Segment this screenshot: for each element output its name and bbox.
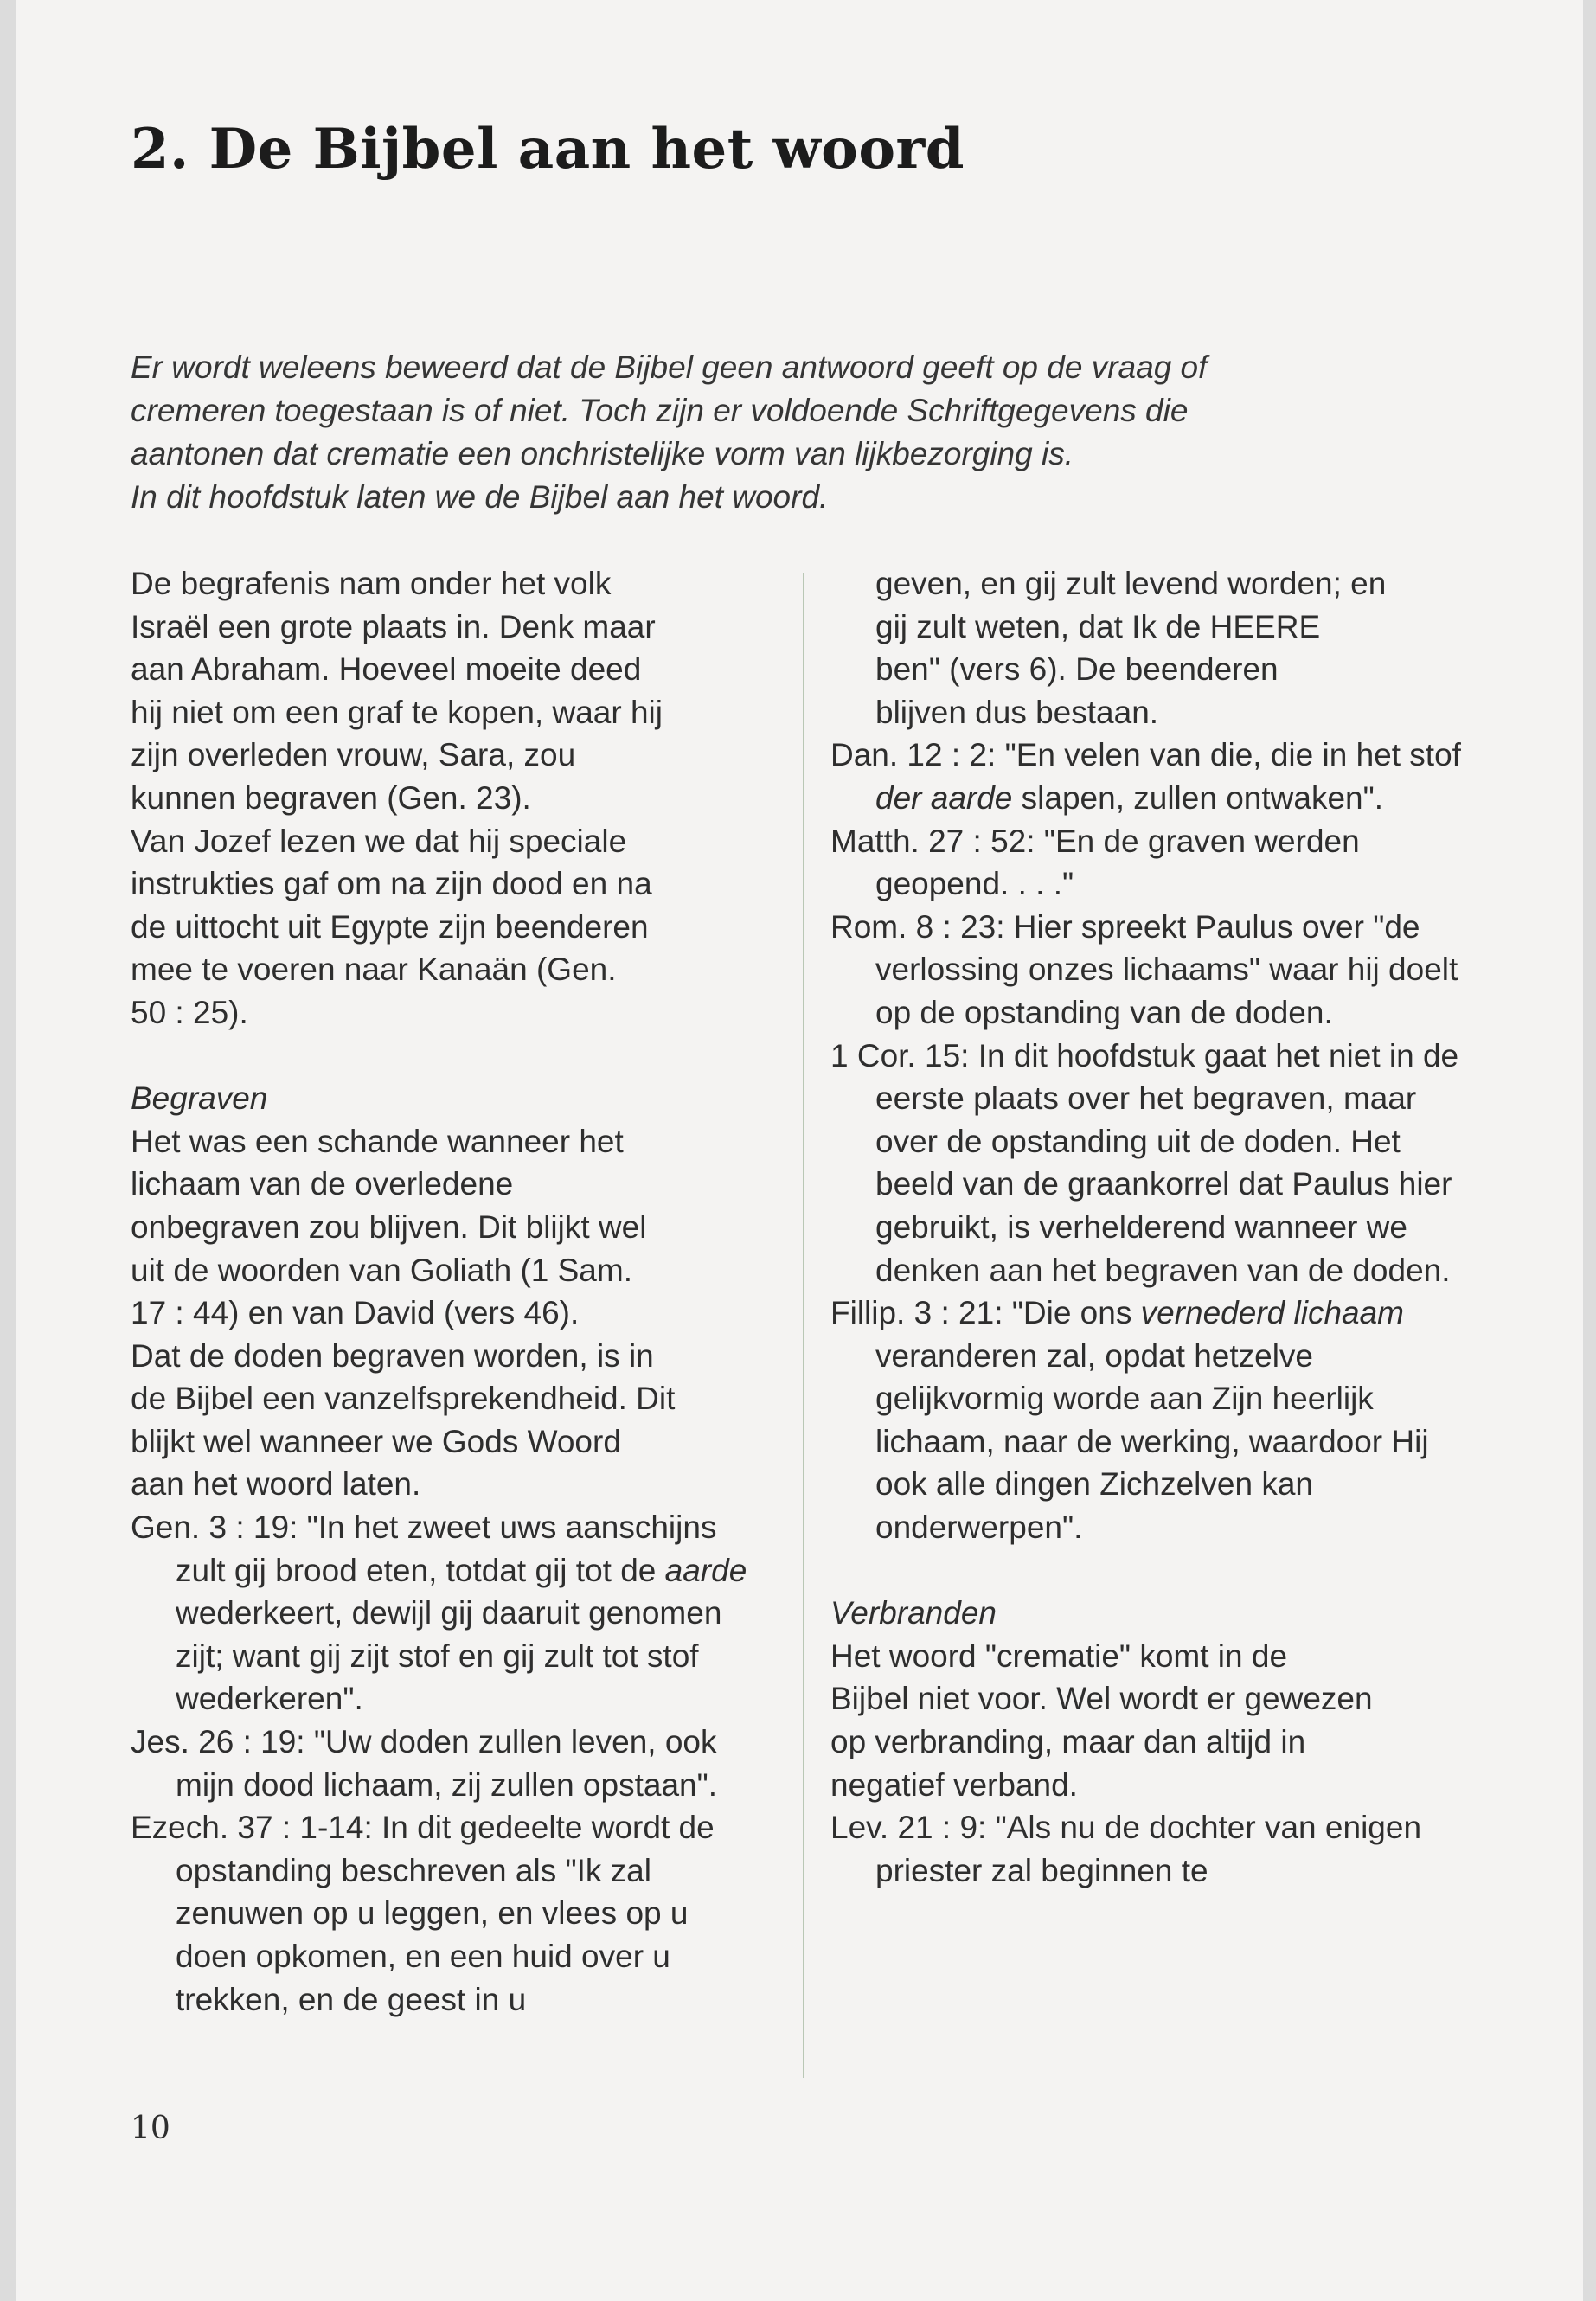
text-line: Dat de doden begraven worden, is in <box>131 1337 654 1374</box>
intro-line: Er wordt weleens beweerd dat de Bijbel geen antwoord geeft op de vraag of <box>131 349 1208 385</box>
intro-line: aantonen dat crematie een onchristelijke vorm van lijkbezorging is. <box>131 436 1074 471</box>
text-line: blijven dus bestaan. <box>875 694 1159 730</box>
text-line: aan Abraham. Hoeveel moeite deed <box>131 651 642 688</box>
text-line: kunnen begraven (Gen. 23). <box>131 779 531 816</box>
text-line: zijn overleden vrouw, Sara, zou <box>131 737 576 773</box>
page <box>16 0 1583 2301</box>
text-line: geven, en gij zult levend worden; en <box>875 566 1387 601</box>
quote-rom-8-23: Rom. 8 : 23: Hier spreekt Paulus over "de verlossing onzes lichaams" waar hij doelt op de opstanding van de doden. <box>830 908 1458 1030</box>
section-heading-verbranden: Verbranden <box>830 1595 997 1631</box>
spacer <box>131 1035 753 1078</box>
quote-gen-3-19 <box>131 1506 753 1721</box>
text-line: gij zult weten, dat Ik de HEERE <box>875 608 1321 644</box>
text-line: blijkt wel wanneer we Gods Woord <box>131 1423 621 1459</box>
quote-lev-21-9: Lev. 21 : 9: "Als nu de dochter van enigen priester zal beginnen te <box>830 1810 1422 1888</box>
quote-fillip-3-21 <box>830 1292 1471 1549</box>
section-heading-begraven: Begraven <box>131 1080 268 1117</box>
quote-matth-27-52: Matth. 27 : 52: "En de graven werden geopend. . . ." <box>830 823 1360 902</box>
quote-emphasis: der aarde <box>875 779 1013 816</box>
quote-emphasis: aarde <box>664 1552 747 1588</box>
quote-dan-12-2 <box>830 734 1471 819</box>
text-line: negatief verband. <box>830 1766 1078 1803</box>
text-line: onbegraven zou blijven. Dit blijkt wel <box>131 1208 647 1245</box>
text-line: lichaam van de overledene <box>131 1166 514 1202</box>
page-number: 10 <box>131 2111 170 2146</box>
quote-text: Gen. 3 : 19: "In het zweet uws aanschijns zult gij brood eten, totdat gij tot de <box>131 1509 717 1588</box>
text-line: mee te voeren naar Kanaän (Gen. <box>131 952 617 988</box>
text-line: instrukties gaf om na zijn dood en na <box>131 866 652 902</box>
intro-line: cremeren toegestaan is of niet. Toch zijn er voldoende Schriftgegevens die <box>131 393 1189 428</box>
text-line: uit de woorden van Goliath (1 Sam. <box>131 1252 632 1288</box>
text-line: De begrafenis nam onder het volk <box>131 566 612 601</box>
text-line: de uittocht uit Egypte zijn beenderen <box>131 908 649 945</box>
quote-text: slapen, zullen ontwaken". <box>1012 779 1384 816</box>
intro-line: In dit hoofdstuk laten we de Bijbel aan het woord. <box>131 479 829 515</box>
column-divider <box>803 573 804 2078</box>
text-line: Het woord "crematie" komt in de <box>830 1638 1288 1674</box>
left-column <box>131 562 753 2021</box>
text-line: aan het woord laten. <box>131 1466 421 1503</box>
text-line: 50 : 25). <box>131 994 248 1030</box>
chapter-title: 2. De Bijbel aan het woord <box>131 117 965 182</box>
quote-ezech-37: Ezech. 37 : 1-14: In dit gedeelte wordt de opstanding beschreven als "Ik zal zenuwen op u leggen, en vlees op u doen opkomen, en een huid over u trekken, en de geest in u <box>131 1810 715 2017</box>
quote-1-cor-15: 1 Cor. 15: In dit hoofdstuk gaat het niet in de eerste plaats over het begraven, maar over de opstanding uit de doden. Het beeld van de graankorrel dat Paulus hier gebruikt, is verhelderend wanneer we denken aan het begraven van de doden. <box>830 1037 1459 1288</box>
text-line: Bijbel niet voor. Wel wordt er gewezen <box>830 1681 1373 1717</box>
text-line: op verbranding, maar dan altijd in <box>830 1724 1306 1760</box>
text-line: de Bijbel een vanzelfsprekendheid. Dit <box>131 1381 676 1417</box>
text-line: Israël een grote plaats in. Denk maar <box>131 608 656 644</box>
text-line: ben" (vers 6). De beenderen <box>875 651 1279 688</box>
right-column <box>830 562 1471 1892</box>
quote-emphasis: vernederd lichaam <box>1140 1295 1405 1331</box>
text-line: Het was een schande wanneer het <box>131 1123 624 1159</box>
quote-text: veranderen zal, opdat hetzelve gelijkvormig worde aan Zijn heerlijk lichaam, naar de werking, waardoor Hij ook alle dingen Zichzelven kan onderwerpen". <box>875 1337 1429 1546</box>
spacer <box>830 1549 1471 1593</box>
quote-jes-26-19: Jes. 26 : 19: "Uw doden zullen leven, ook mijn dood lichaam, zij zullen opstaan". <box>131 1724 718 1803</box>
quote-text: Fillip. 3 : 21: "Die ons <box>830 1295 1141 1331</box>
quote-text: Dan. 12 : 2: "En velen van die, die in het stof <box>830 737 1461 773</box>
intro-paragraph <box>131 346 1428 519</box>
text-line: Van Jozef lezen we dat hij speciale <box>131 823 627 859</box>
text-line: 17 : 44) en van David (vers 46). <box>131 1295 580 1331</box>
quote-text: wederkeert, dewijl gij daaruit genomen zijt; want gij zijt stof en gij zult tot stof wederkeren". <box>176 1595 722 1717</box>
text-line: hij niet om een graf te kopen, waar hij <box>131 694 663 730</box>
